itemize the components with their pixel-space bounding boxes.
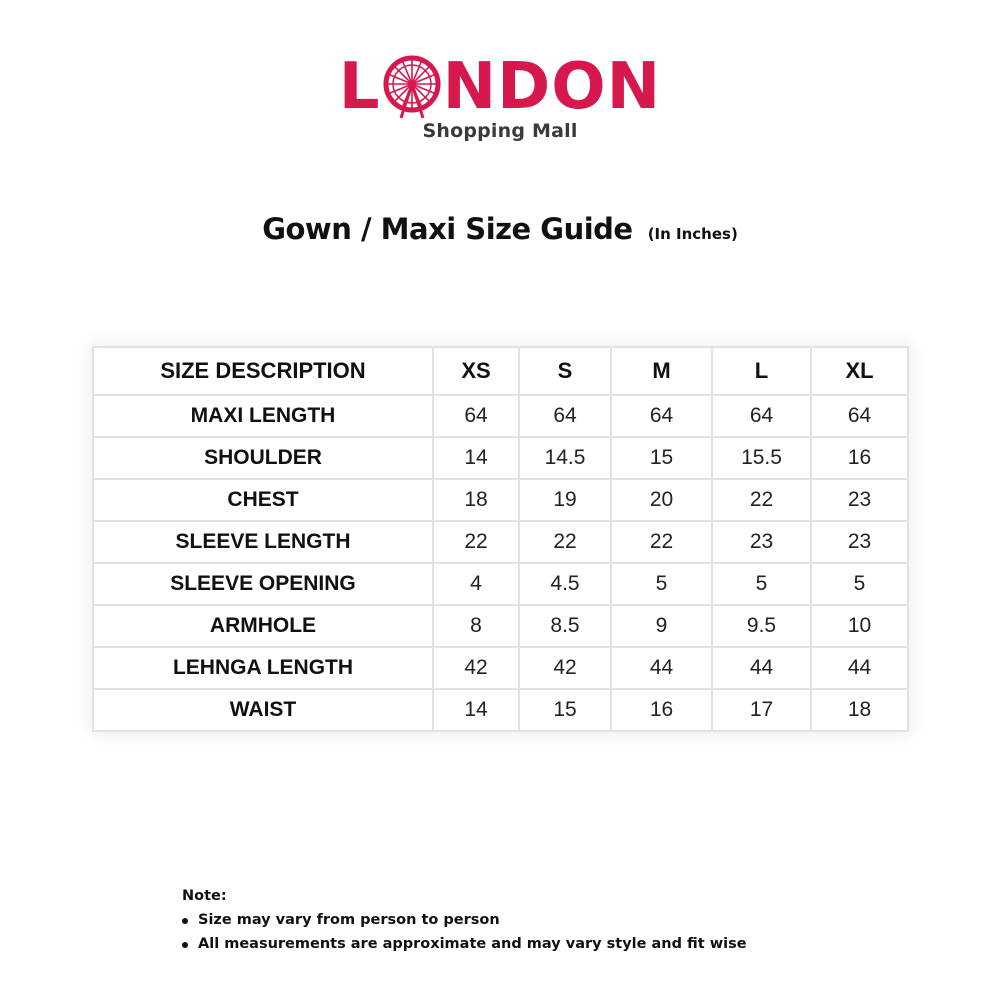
notes-section <box>182 888 747 960</box>
size-table <box>92 346 909 732</box>
measurement-value: 64 <box>611 395 712 437</box>
note-item: All measurements are approximate and may vary style and fit wise <box>182 936 747 952</box>
measurement-value: 44 <box>611 647 712 689</box>
page-title: Gown / Maxi Size Guide <box>262 212 633 246</box>
measurement-value: 64 <box>811 395 908 437</box>
measurement-value: 16 <box>811 437 908 479</box>
measurement-label: ARMHOLE <box>93 605 433 647</box>
column-header-size: S <box>519 347 611 395</box>
table-row <box>93 479 908 521</box>
measurement-value: 23 <box>712 521 811 563</box>
measurement-value: 22 <box>712 479 811 521</box>
measurement-value: 22 <box>433 521 519 563</box>
column-header-size: L <box>712 347 811 395</box>
measurement-label: SHOULDER <box>93 437 433 479</box>
measurement-label: LEHNGA LENGTH <box>93 647 433 689</box>
measurement-value: 5 <box>712 563 811 605</box>
table-row <box>93 605 908 647</box>
measurement-label: SLEEVE LENGTH <box>93 521 433 563</box>
logo-letter-l: L <box>338 50 381 124</box>
table-row <box>93 395 908 437</box>
measurement-value: 5 <box>811 563 908 605</box>
table-row <box>93 521 908 563</box>
logo-letters-ndon: NDON <box>442 50 662 124</box>
measurement-value: 64 <box>519 395 611 437</box>
measurement-value: 18 <box>811 689 908 731</box>
notes-list <box>182 912 747 952</box>
measurement-value: 15.5 <box>712 437 811 479</box>
measurement-value: 16 <box>611 689 712 731</box>
measurement-value: 44 <box>712 647 811 689</box>
measurement-value: 22 <box>611 521 712 563</box>
measurement-label: MAXI LENGTH <box>93 395 433 437</box>
measurement-value: 15 <box>519 689 611 731</box>
measurement-value: 64 <box>433 395 519 437</box>
measurement-value: 19 <box>519 479 611 521</box>
table-header-row <box>93 347 908 395</box>
ferris-wheel-icon <box>379 54 445 120</box>
measurement-value: 10 <box>811 605 908 647</box>
measurement-value: 17 <box>712 689 811 731</box>
measurement-value: 64 <box>712 395 811 437</box>
measurement-value: 9.5 <box>712 605 811 647</box>
measurement-value: 5 <box>611 563 712 605</box>
column-header-size: M <box>611 347 712 395</box>
measurement-value: 15 <box>611 437 712 479</box>
measurement-value: 9 <box>611 605 712 647</box>
table-body <box>93 395 908 731</box>
column-header-size: XS <box>433 347 519 395</box>
column-header-description: SIZE DESCRIPTION <box>93 347 433 395</box>
measurement-value: 44 <box>811 647 908 689</box>
measurement-value: 14 <box>433 689 519 731</box>
measurement-value: 18 <box>433 479 519 521</box>
measurement-value: 4 <box>433 563 519 605</box>
page-title-row <box>0 212 1000 246</box>
table-row <box>93 647 908 689</box>
measurement-value: 23 <box>811 479 908 521</box>
brand-logo <box>0 52 1000 142</box>
logo-subtitle: Shopping Mall <box>422 120 578 142</box>
measurement-value: 23 <box>811 521 908 563</box>
logo-wordmark <box>339 52 661 122</box>
measurement-label: CHEST <box>93 479 433 521</box>
notes-title: Note: <box>182 888 227 904</box>
unit-label: (In Inches) <box>647 225 738 243</box>
measurement-value: 8 <box>433 605 519 647</box>
column-header-size: XL <box>811 347 908 395</box>
measurement-label: WAIST <box>93 689 433 731</box>
note-item: Size may vary from person to person <box>182 912 747 928</box>
measurement-value: 14 <box>433 437 519 479</box>
table-row <box>93 563 908 605</box>
table-row <box>93 689 908 731</box>
measurement-value: 4.5 <box>519 563 611 605</box>
table-row <box>93 437 908 479</box>
measurement-value: 8.5 <box>519 605 611 647</box>
measurement-value: 42 <box>519 647 611 689</box>
measurement-value: 42 <box>433 647 519 689</box>
measurement-value: 22 <box>519 521 611 563</box>
measurement-value: 14.5 <box>519 437 611 479</box>
measurement-label: SLEEVE OPENING <box>93 563 433 605</box>
measurement-value: 20 <box>611 479 712 521</box>
